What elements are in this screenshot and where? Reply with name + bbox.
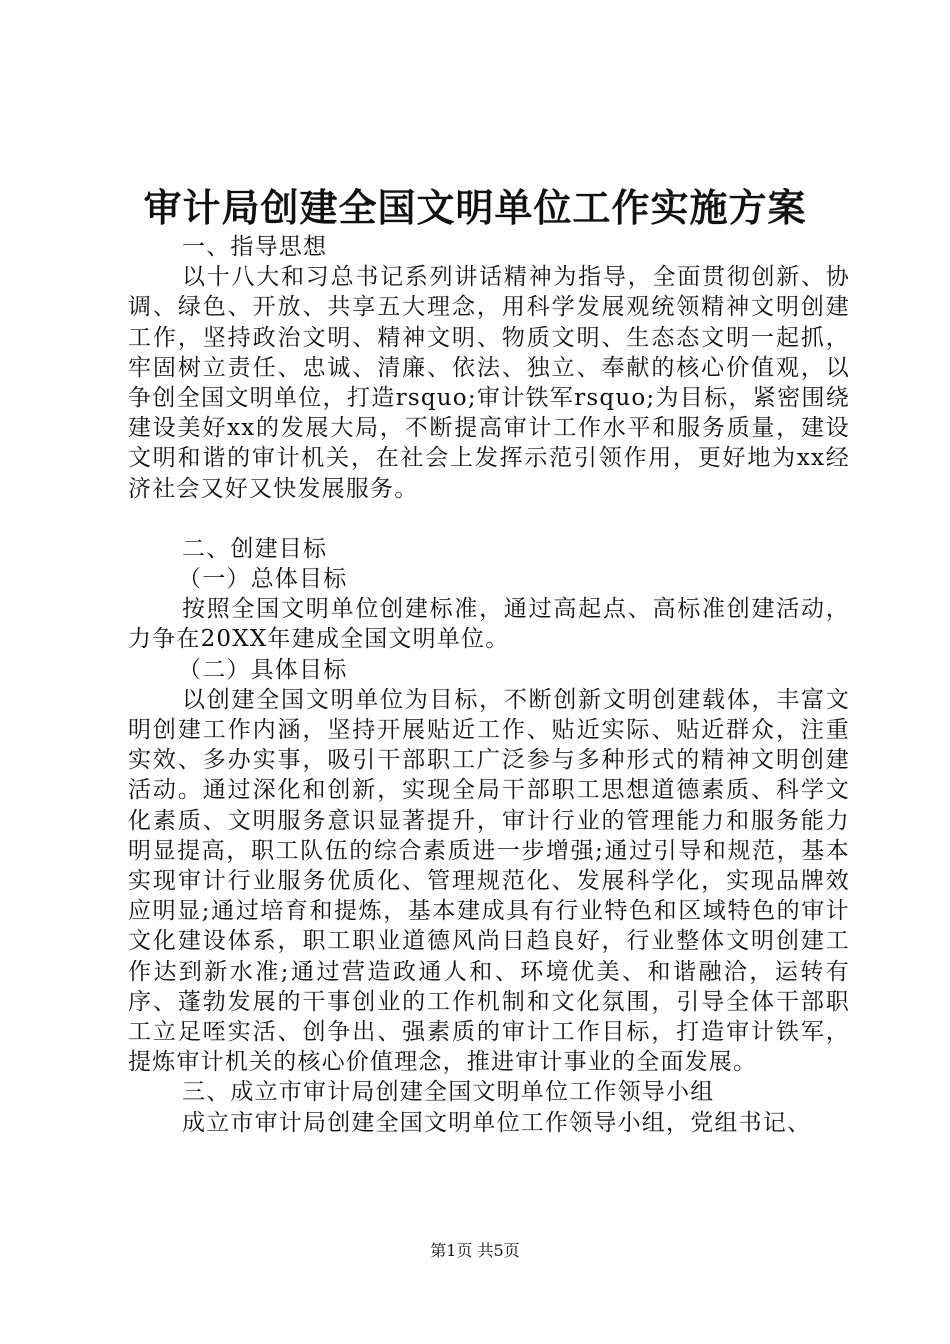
page-number-footer: 第1页 共5页 bbox=[430, 1241, 520, 1260]
subsection-heading-specific-goals: （二）具体目标 bbox=[178, 656, 348, 683]
section-heading-leading-group: 三、成立市审计局创建全国文明单位工作领导小组 bbox=[182, 1079, 715, 1106]
subsection-heading-overall-goal: （一）总体目标 bbox=[178, 566, 348, 593]
paragraph-gap bbox=[128, 504, 850, 534]
document-body bbox=[128, 232, 850, 1138]
paragraph-overall-goal: 按照全国文明单位创建标准，通过高起点、高标准创建活动，力争在20XX年建成全国文明单位。 bbox=[128, 596, 850, 653]
section-heading-goals: 二、创建目标 bbox=[182, 535, 328, 562]
paragraph-leading-group: 成立市审计局创建全国文明单位工作领导小组，党组书记、 bbox=[182, 1109, 812, 1136]
document-title: 审计局创建全国文明单位工作实施方案 bbox=[143, 185, 807, 230]
section-heading-guiding-ideology: 一、指导思想 bbox=[182, 234, 328, 260]
paragraph-specific-goals: 以创建全国文明单位为目标，不断创新文明创建载体，丰富文明创建工作内涵，坚持开展贴近工作、贴近实际、贴近群众，注重实效、多办实事，吸引干部职工广泛参与多种形式的精神文明创建活动。通过深化和创新，实现全局干部职工思想道德素质、科学文化素质、文明服务意识显著提升，审计行业的管理能力和服务能力明显提高，职工队伍的综合素质进一步增强;通过引导和规范，基本实现审计行业服务优质化、管理规范化、发展科学化，实现品牌效应明显;通过培育和提炼，基本建成具有行业特色和区域特色的审计文化建设体系，职工职业道德风尚日趋良好，行业整体文明创建工作达到新水准;通过营造政通人和、环境优美、和谐融洽，运转有序、蓬勃发展的干事创业的工作机制和文化氛围，引导全体干部职工立足咥实活、创争出、强素质的审计工作目标，打造审计铁军，提炼审计机关的核心价值理念，推进审计事业的全面发展。 bbox=[128, 686, 850, 1076]
paragraph-guiding-ideology: 以十八大和习总书记系列讲话精神为指导，全面贯彻创新、协调、绿色、开放、共享五大理念，用科学发展观统领精神文明创建工作，坚持政治文明、精神文明、物质文明、生态态文明一起抓，牢固树立责任、忠诚、清廉、依法、独立、奉献的核心价值观，以争创全国文明单位，打造rsquo;审计铁军rsquo;为目标，紧密围绕建设美好xx的发展大局，不断提高审计工作水平和服务质量，建设文明和谐的审计机关，在社会上发挥示范引领作用，更好地为xx经济社会又好又快发展服务。 bbox=[128, 264, 850, 502]
